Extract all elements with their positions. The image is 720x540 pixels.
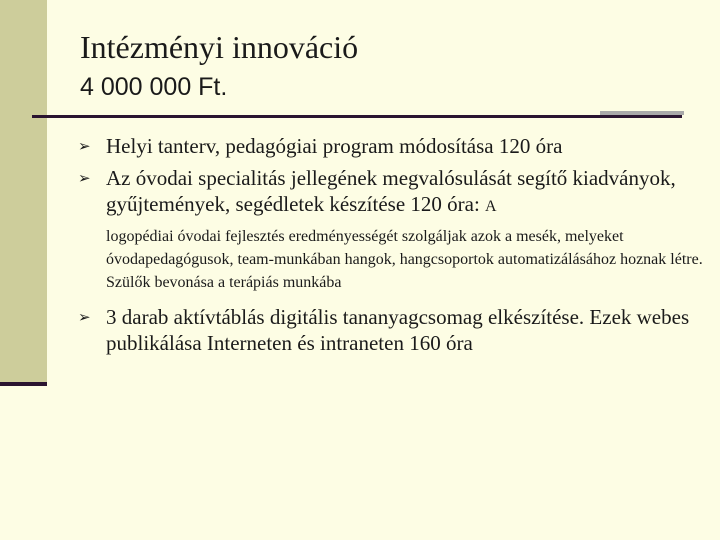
slide-subtitle: 4 000 000 Ft. (80, 73, 228, 101)
bullet-inline-small: A (485, 198, 497, 215)
slide-title: Intézményi innováció (80, 29, 359, 65)
bullet-item (78, 165, 708, 294)
decorative-side-bar (0, 0, 47, 382)
arrow-bullet-icon: ➢ (78, 169, 91, 187)
bullet-text: Az óvodai specialitás jellegének megvalósulását segítő kiadványok, gyűjtemények, segédletek készítése 120 óra: (106, 166, 676, 216)
bullet-item (78, 304, 708, 356)
title-rule (32, 115, 682, 118)
bullet-item (78, 133, 708, 159)
bullet-text: 3 darab aktívtáblás digitális tananyagcsomag elkészítése. Ezek webes publikálása Interneten és intraneten 160 óra (106, 305, 690, 355)
bullet-list (78, 133, 708, 356)
arrow-bullet-icon: ➢ (78, 308, 91, 326)
arrow-bullet-icon: ➢ (78, 137, 91, 155)
side-bar-underline (0, 382, 47, 386)
bullet-detail: logopédiai óvodai fejlesztés eredményességét szolgáljak azok a mesék, melyeket óvodapedagógusok, team-munkában hangok, hangcsoportok automatizálásához hoznak létre. Szülők bevonása a terápiás munkába (106, 228, 703, 291)
bullet-text: Helyi tanterv, pedagógiai program módosítása 120 óra (106, 134, 563, 158)
